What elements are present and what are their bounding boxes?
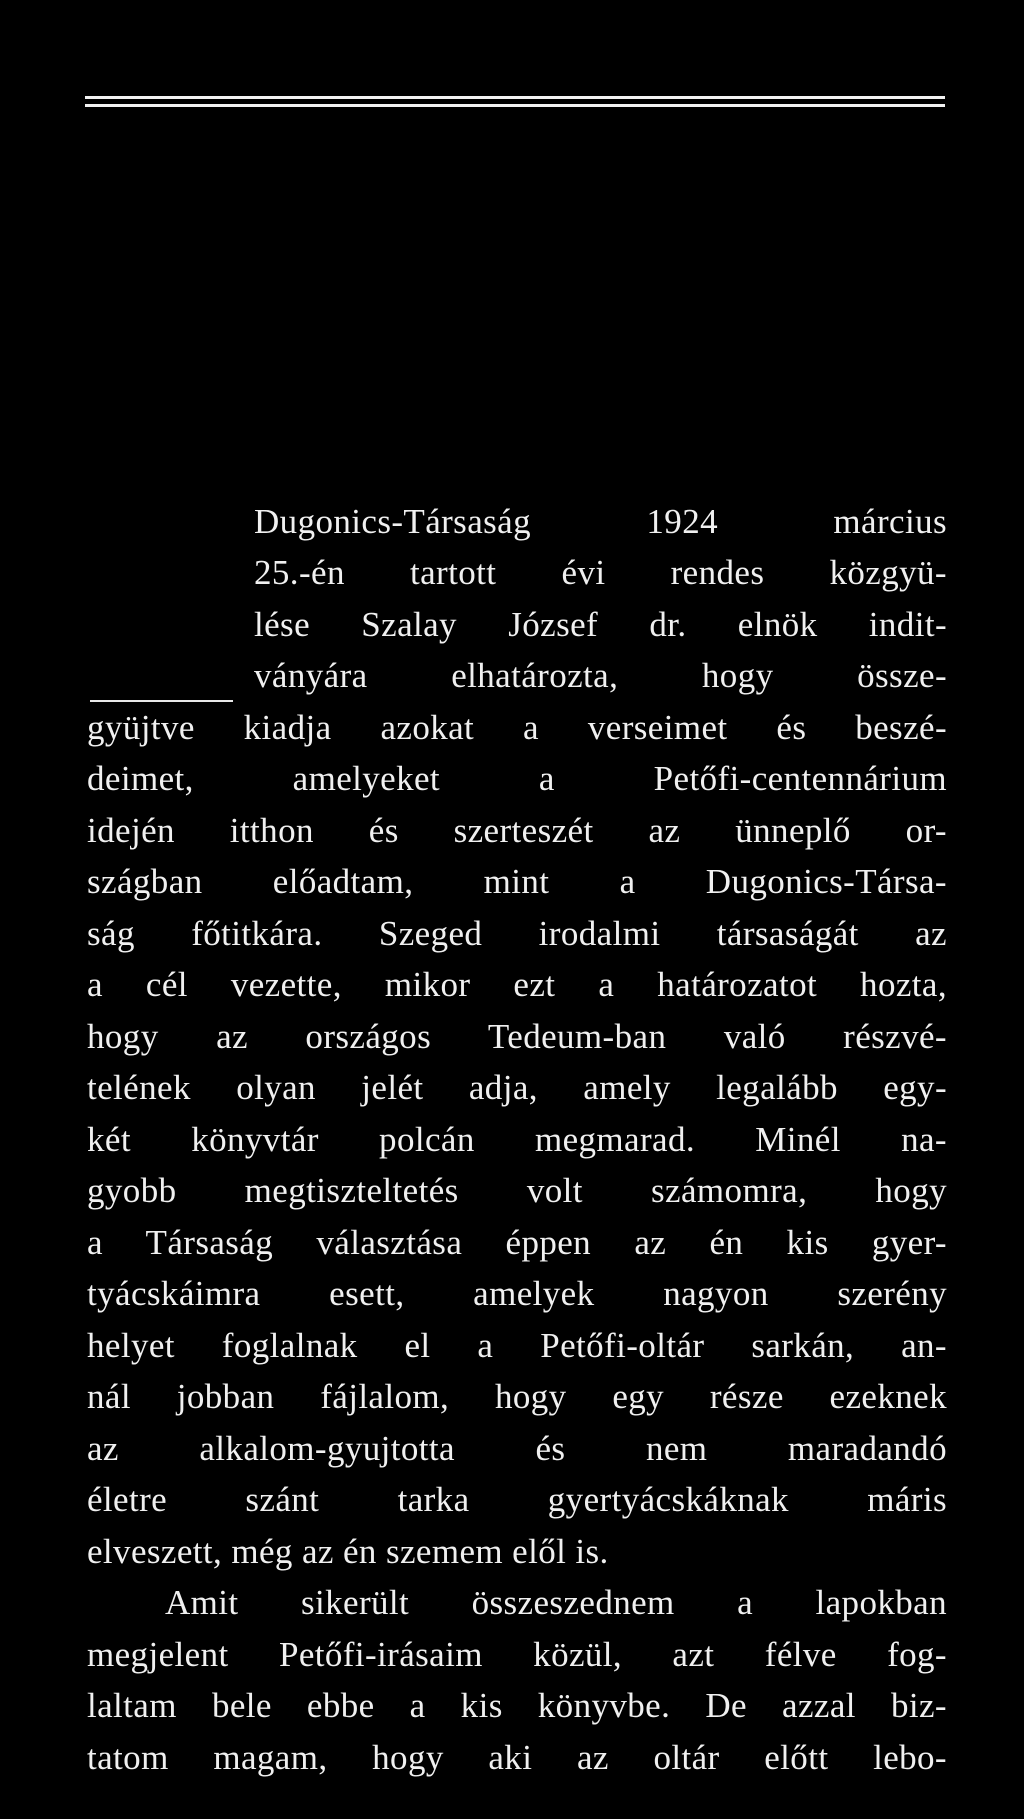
- text-line: telének olyan jelét adja, amely legalább egy-: [87, 1068, 947, 1107]
- text-line: megjelent Petőfi-irásaim közül, azt félve fog-: [87, 1635, 947, 1674]
- text-line: Dugonics-Társaság 1924 március: [254, 502, 947, 541]
- text-line: az alkalom-gyujtotta és nem maradandó: [87, 1429, 947, 1468]
- text-line: lése Szalay József dr. elnök indit-: [254, 605, 947, 644]
- text-line: elveszett, még az én szemem elől is.: [87, 1532, 609, 1571]
- text-line: ványára elhatározta, hogy össze-: [254, 656, 947, 695]
- text-line: laltam bele ebbe a kis könyvbe. De azzal biz-: [87, 1686, 947, 1725]
- text-line: gyobb megtiszteltetés volt számomra, hogy: [87, 1171, 947, 1210]
- text-line: hogy az országos Tedeum-ban való részvé-: [87, 1017, 947, 1056]
- text-line: tatom magam, hogy aki az oltár előtt lebo-: [87, 1738, 947, 1777]
- text-line: helyet foglalnak el a Petőfi-oltár sarkán, an-: [87, 1326, 947, 1365]
- top-rule-line-lower: [85, 104, 945, 107]
- text-line: szágban előadtam, mint a Dugonics-Társa-: [87, 862, 947, 901]
- text-line: a cél vezette, mikor ezt a határozatot hozta,: [87, 965, 947, 1004]
- text-line: ság főtitkára. Szeged irodalmi társaságát az: [87, 914, 947, 953]
- text-line: nál jobban fájlalom, hogy egy része ezeknek: [87, 1377, 947, 1416]
- text-line: 25.-én tartott évi rendes közgyü-: [254, 553, 947, 592]
- text-line: két könyvtár polcán megmarad. Minél na-: [87, 1120, 947, 1159]
- text-line: tyácskáimra esett, amelyek nagyon szerény: [87, 1274, 947, 1313]
- text-line: gyüjtve kiadja azokat a verseimet és beszé-: [87, 708, 947, 747]
- text-line: életre szánt tarka gyertyácskáknak máris: [87, 1480, 947, 1519]
- text-line: idején itthon és szerteszét az ünneplő or-: [87, 811, 947, 850]
- top-rule-line: [85, 96, 945, 99]
- text-line: Amit sikerült összeszednem a lapokban: [165, 1583, 947, 1622]
- text-line: deimet, amelyeket a Petőfi-centennárium: [87, 759, 947, 798]
- drop-cap-placeholder-line: [90, 700, 233, 702]
- text-line: a Társaság választása éppen az én kis gyer-: [87, 1223, 947, 1262]
